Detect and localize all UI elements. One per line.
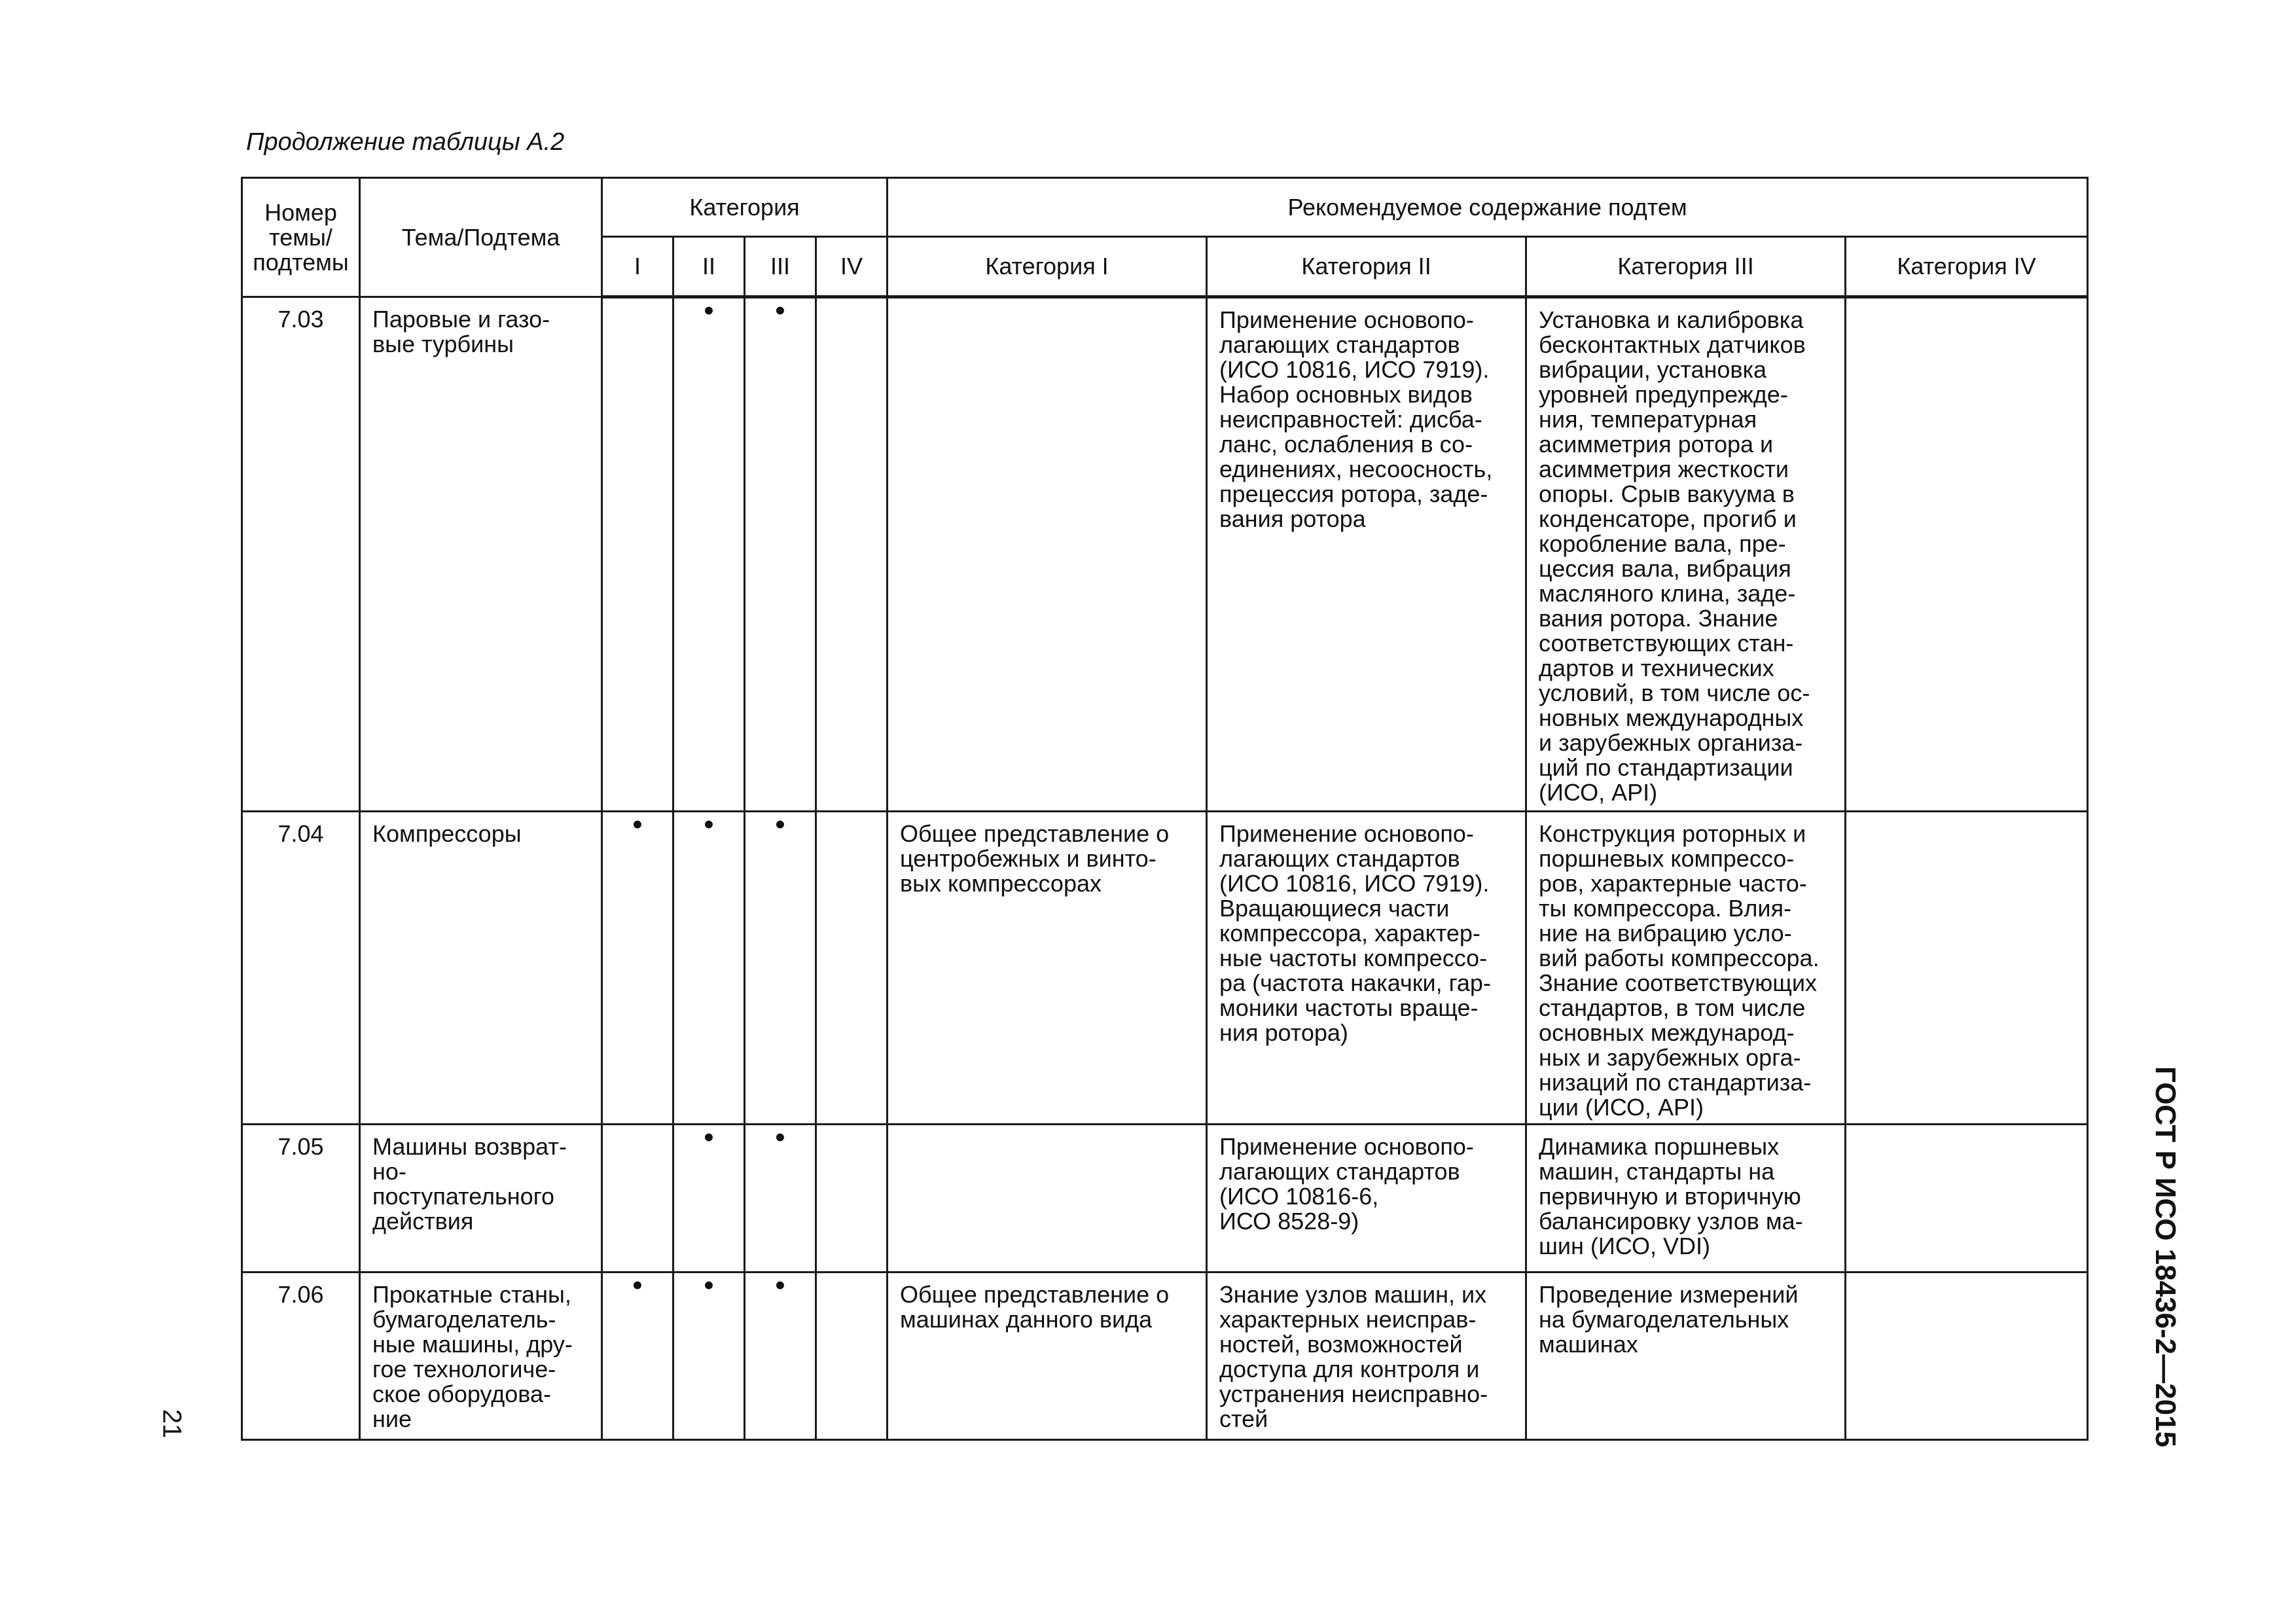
content-cat-iii: Проведение измерений на бумагоделательных машинах (1526, 1272, 1846, 1440)
content-cat-iii: Конструкция роторных и поршневых компрессо- ров, характерные часто- ты компрессора. Влия- ние на вибрацию усло- вий работы компрессора. Знание соответствующих стандартов, в том числе основных международ- ных и зарубежных орга- низаций по стандартиза- ции (ИСО, API) (1526, 812, 1846, 1125)
header-content-cat-ii: Категория II (1207, 237, 1526, 297)
content-cat-i: Общее представление о машинах данного вида (888, 1272, 1207, 1440)
row-number: 7.04 (242, 812, 360, 1125)
header-number: Номер темы/ подтемы (242, 178, 360, 297)
table-row (242, 1272, 2088, 1440)
mark-cat-iv (816, 1125, 888, 1272)
table-caption: Продолжение таблицы А.2 (246, 128, 565, 156)
mark-cat-ii: • (673, 297, 745, 812)
mark-cat-i (602, 297, 673, 812)
content-cat-i: Общее представление о центробежных и винто- вых компрессорах (888, 812, 1207, 1125)
document-standard-title (2145, 1066, 2185, 1448)
header-cat-i: I (602, 237, 673, 297)
table-row (242, 812, 2088, 1125)
page-number (152, 1401, 191, 1447)
table-row (242, 1125, 2088, 1272)
page-number-text: 21 (157, 1409, 187, 1439)
header-content-cat-iv: Категория IV (1846, 237, 2088, 297)
row-number: 7.03 (242, 297, 360, 812)
mark-cat-iii: • (745, 1272, 816, 1440)
row-topic: Паровые и газо- вые турбины (360, 297, 602, 812)
content-cat-iv (1846, 297, 2088, 812)
content-cat-iii: Динамика поршневых машин, стандарты на первичную и вторичную балансировку узлов ма- шин (ИСО, VDI) (1526, 1125, 1846, 1272)
header-content-cat-i: Категория I (888, 237, 1207, 297)
row-topic: Машины возврат- но- поступательного действия (360, 1125, 602, 1272)
row-topic: Компрессоры (360, 812, 602, 1125)
content-cat-iv (1846, 1272, 2088, 1440)
header-cat-iii: III (745, 237, 816, 297)
content-cat-ii: Применение основопо- лагающих стандартов (ИСО 10816-6, ИСО 8528-9) (1207, 1125, 1526, 1272)
requirements-table (241, 177, 2089, 1441)
content-cat-i (888, 1125, 1207, 1272)
mark-cat-iv (816, 1272, 888, 1440)
mark-cat-iii: • (745, 297, 816, 812)
table-header (242, 178, 2088, 297)
mark-cat-i (602, 1125, 673, 1272)
header-content-cat-iii: Категория III (1526, 237, 1846, 297)
mark-cat-i: • (602, 812, 673, 1125)
header-topic: Тема/Подтема (360, 178, 602, 297)
mark-cat-iv (816, 812, 888, 1125)
header-cat-ii: II (673, 237, 745, 297)
header-recommended-content: Рекомендуемое содержание подтем (888, 178, 2088, 237)
content-cat-iv (1846, 1125, 2088, 1272)
mark-cat-iii: • (745, 812, 816, 1125)
content-cat-ii: Знание узлов машин, их характерных неисправ- ностей, возможностей доступа для контроля и устранения неисправно- стей (1207, 1272, 1526, 1440)
content-cat-iv (1846, 812, 2088, 1125)
row-number: 7.06 (242, 1272, 360, 1440)
header-category: Категория (602, 178, 888, 237)
content-cat-iii: Установка и калибровка бесконтактных датчиков вибрации, установка уровней предупрежде- ния, температурная асимметрия ротора и асимметрия жесткости опоры. Срыв вакуума в конденсаторе, прогиб и коробление вала, пре- цессия вала, вибрация масляного клина, заде- вания ротора. Знание соответствующих стан- дартов и технических условий, в том числе ос- новных международных и зарубежных организа- ций по стандартизации (ИСО, API) (1526, 297, 1846, 812)
content-cat-i (888, 297, 1207, 812)
row-number: 7.05 (242, 1125, 360, 1272)
mark-cat-iv (816, 297, 888, 812)
mark-cat-ii: • (673, 812, 745, 1125)
mark-cat-ii: • (673, 1125, 745, 1272)
standard-title-text: ГОСТ Р ИСО 18436-2—2015 (2149, 1066, 2181, 1448)
content-cat-ii: Применение основопо- лагающих стандартов (ИСО 10816, ИСО 7919). Набор основных видов неисправностей: дисба- ланс, ослабления в со- единениях, несоосность, прецессия ротора, заде- вания ротора (1207, 297, 1526, 812)
mark-cat-ii: • (673, 1272, 745, 1440)
row-topic: Прокатные станы, бумагоделатель- ные машины, дру- гое технологиче- ское оборудова- ние (360, 1272, 602, 1440)
table-body (242, 297, 2088, 1440)
header-cat-iv: IV (816, 237, 888, 297)
table-row (242, 297, 2088, 812)
mark-cat-iii: • (745, 1125, 816, 1272)
mark-cat-i: • (602, 1272, 673, 1440)
content-cat-ii: Применение основопо- лагающих стандартов (ИСО 10816, ИСО 7919). Вращающиеся части компрессора, характер- ные частоты компрессо- ра (частота накачки, гар- моники частоты враще- ния ротора) (1207, 812, 1526, 1125)
